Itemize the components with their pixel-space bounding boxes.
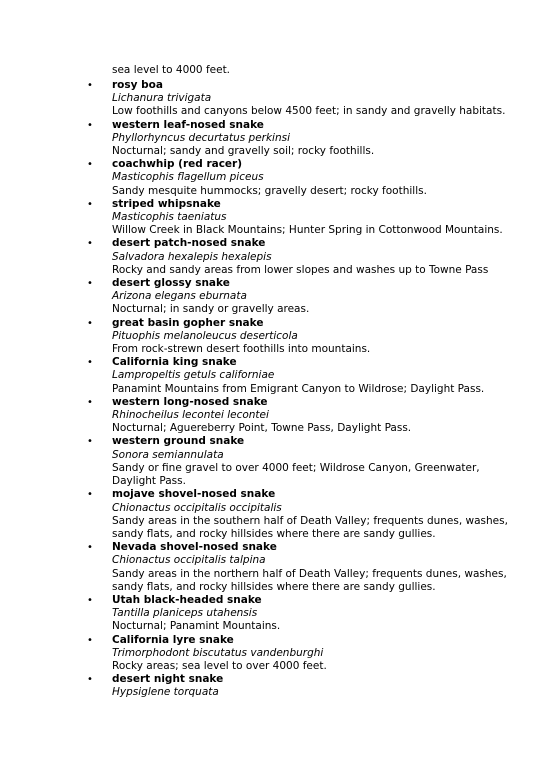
common-name: coachwhip (red racer) [112,158,243,171]
bullet-icon: • [87,634,93,646]
species-entry [87,277,512,317]
habitat-description: Rocky and sandy areas from lower slopes and washes up to Towne Pass [112,263,489,276]
species-entry [87,541,512,594]
bullet-icon: • [87,80,93,91]
bullet-icon: • [87,159,93,171]
scientific-name: Tantilla planiceps utahensis [112,607,258,620]
common-name: western leaf-nosed snake [112,118,264,131]
scientific-name: Masticophis flagellum piceus [112,171,264,184]
species-entry [87,158,512,198]
common-name: California lyre snake [112,633,234,646]
scientific-name: Phyllorhyncus decurtatus perkinsi [112,131,291,144]
scientific-name: Sonora semiannulata [112,448,224,461]
species-entry [87,633,512,674]
bullet-icon: • [87,238,93,250]
continued-habitat-text: sea level to 4000 feet. [112,64,231,76]
common-name: great basin gopher snake [112,316,264,329]
habitat-description: Nocturnal; Panamint Mountains. [112,620,281,633]
habitat-description: Sandy areas in the northern half of Death Valley; frequents dunes, washes, sandy flats, and rocky hillsides where there are sandy gullies. [112,567,507,593]
scientific-name: Lichanura trivigata [112,92,212,105]
common-name: desert patch-nosed snake [112,237,266,250]
habitat-description: Sandy areas in the southern half of Death Valley; frequents dunes, washes, sandy flats, and rocky hillsides where there are sandy gullies. [112,514,508,540]
scientific-name: Trimorphodont biscutatus vandenburghi [112,646,324,659]
habitat-description: Nocturnal; Aguereberry Point, Towne Pass, Daylight Pass. [112,422,412,435]
species-entry [87,593,512,634]
species-entry [87,488,512,541]
common-name: Nevada shovel-nosed snake [112,541,277,554]
habitat-description: Sandy mesquite hummocks; gravelly desert; rocky foothills. [112,184,427,197]
common-name: western ground snake [112,435,245,448]
species-entry [87,118,512,159]
species-entry [87,673,512,699]
species-entry [87,435,512,488]
bullet-icon: • [87,594,93,606]
habitat-description: Rocky areas; sea level to over 4000 feet. [112,659,327,672]
scientific-name: Chionactus occipitalis occipitalis [112,501,282,514]
bullet-icon: • [87,489,93,501]
species-entry [87,197,512,238]
bullet-icon: • [87,396,93,408]
species-entry [87,79,512,119]
scientific-name: Pituophis melanoleucus deserticola [112,329,298,342]
scientific-name: Arizona elegans eburnata [112,290,247,303]
habitat-description: From rock-strewn desert foothills into mountains. [112,343,371,356]
scientific-name: Hypsiglene torquata [112,686,219,699]
scientific-name: Chionactus occipitalis talpina [112,554,266,567]
species-entry [87,356,512,396]
bullet-icon: • [87,542,93,554]
habitat-description: Panamint Mountains from Emigrant Canyon to Wildrose; Daylight Pass. [112,382,485,395]
bullet-icon: • [87,119,93,131]
common-name: rosy boa [112,79,163,91]
common-name: desert glossy snake [112,277,230,290]
snake-species-list [87,79,512,700]
habitat-description: Low foothills and canyons below 4500 feet; in sandy and gravelly habitats. [112,105,506,118]
common-name: striped whipsnake [112,197,221,210]
habitat-description: Nocturnal; in sandy or gravelly areas. [112,303,310,316]
bullet-icon: • [87,436,93,448]
scientific-name: Rhinocheilus lecontei lecontei [112,409,269,422]
common-name: desert night snake [112,673,224,686]
species-entry [87,395,512,436]
bullet-icon: • [87,278,93,290]
species-entry [87,316,512,357]
common-name: California king snake [112,356,237,369]
species-entry [87,237,512,277]
habitat-description: Sandy or fine gravel to over 4000 feet; Wildrose Canyon, Greenwater, Daylight Pass. [112,461,480,488]
scientific-name: Salvadora hexalepis hexalepis [112,250,272,263]
bullet-icon: • [87,317,93,329]
common-name: mojave shovel-nosed snake [112,488,276,501]
scientific-name: Lampropeltis getuls californiae [112,369,275,382]
common-name: Utah black-headed snake [112,593,262,606]
bullet-icon: • [87,357,93,369]
bullet-icon: • [87,674,93,686]
habitat-description: Nocturnal; sandy and gravelly soil; rocky foothills. [112,145,375,158]
scientific-name: Masticophis taeniatus [112,211,227,224]
common-name: western long-nosed snake [112,395,268,408]
bullet-icon: • [87,198,93,210]
habitat-description: Willow Creek in Black Mountains; Hunter Spring in Cottonwood Mountains. [112,224,503,237]
